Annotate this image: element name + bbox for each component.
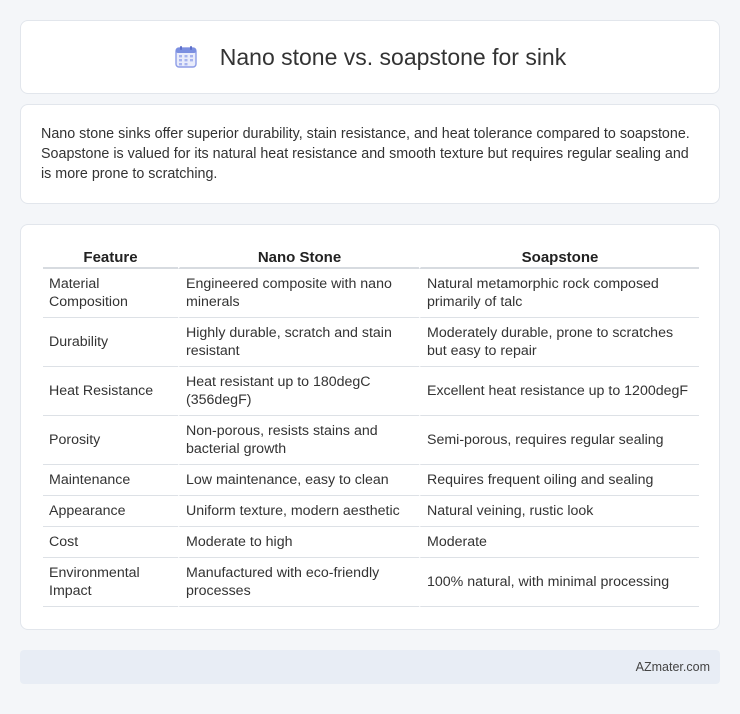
header-soapstone: Soapstone: [419, 247, 699, 269]
table-row: [43, 496, 699, 527]
comparison-table-card: [20, 224, 720, 630]
nano-stone-cell: Non-porous, resists stains and bacterial growth: [178, 416, 419, 465]
footer-brand: AZmater.com: [635, 660, 710, 674]
table-row: [43, 269, 699, 318]
nano-stone-cell: Engineered composite with nano minerals: [178, 269, 419, 318]
nano-stone-cell: Highly durable, scratch and stain resistant: [178, 318, 419, 367]
header-feature: Feature: [43, 247, 178, 269]
summary-card: [20, 104, 720, 204]
header-nano-stone: Nano Stone: [178, 247, 419, 269]
title-card: [20, 20, 720, 94]
feature-cell: Porosity: [43, 416, 178, 465]
table-row: [43, 318, 699, 367]
table-row: [43, 527, 699, 558]
feature-cell: Material Composition: [43, 269, 178, 318]
table-row: [43, 416, 699, 465]
soapstone-cell: Natural veining, rustic look: [419, 496, 699, 527]
table-row: [43, 465, 699, 496]
nano-stone-cell: Low maintenance, easy to clean: [178, 465, 419, 496]
feature-cell: Maintenance: [43, 465, 178, 496]
table-row: [43, 367, 699, 416]
soapstone-cell: Excellent heat resistance up to 1200degF: [419, 367, 699, 416]
nano-stone-cell: Manufactured with eco-friendly processes: [178, 558, 419, 607]
comparison-table: [43, 247, 699, 607]
feature-cell: Durability: [43, 318, 178, 367]
soapstone-cell: Moderately durable, prone to scratches but easy to repair: [419, 318, 699, 367]
title-row: [174, 44, 566, 71]
summary-text: Nano stone sinks offer superior durability, stain resistance, and heat tolerance compared to soapstone. Soapstone is valued for its natural heat resistance and smooth texture but requires regular sealing and is more prone to scratching.: [41, 126, 690, 182]
page-title: Nano stone vs. soapstone for sink: [219, 43, 567, 70]
table-header-row: [43, 247, 699, 269]
footer-bar: [20, 650, 720, 684]
soapstone-cell: Requires frequent oiling and sealing: [419, 465, 699, 496]
feature-cell: Heat Resistance: [43, 367, 178, 416]
soapstone-cell: Semi-porous, requires regular sealing: [419, 416, 699, 465]
nano-stone-cell: Heat resistant up to 180degC (356degF): [178, 367, 419, 416]
feature-cell: Environmental Impact: [43, 558, 178, 607]
soapstone-cell: 100% natural, with minimal processing: [419, 558, 699, 607]
nano-stone-cell: Moderate to high: [178, 527, 419, 558]
soapstone-cell: Moderate: [419, 527, 699, 558]
calendar-icon: [174, 45, 198, 69]
nano-stone-cell: Uniform texture, modern aesthetic: [178, 496, 419, 527]
soapstone-cell: Natural metamorphic rock composed primarily of talc: [419, 269, 699, 318]
table-row: [43, 558, 699, 607]
feature-cell: Appearance: [43, 496, 178, 527]
feature-cell: Cost: [43, 527, 178, 558]
